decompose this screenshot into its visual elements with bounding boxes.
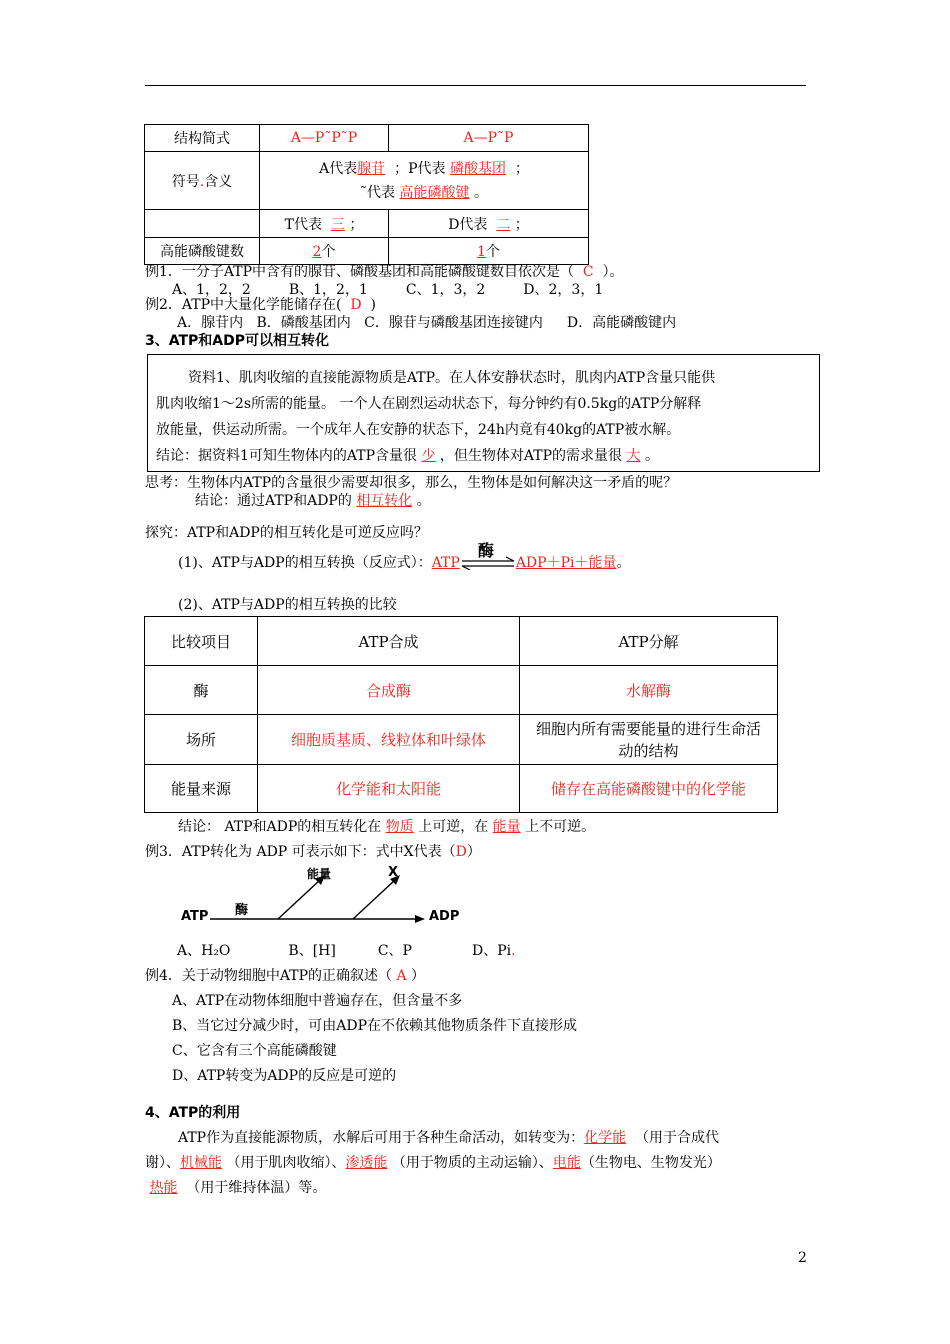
reversible-arrow: 酶 xyxy=(460,554,516,572)
reaction-diagram xyxy=(175,862,475,934)
diagram-atp-label: ATP xyxy=(181,909,209,924)
example-1-options: A、1，2，2 B、1，2，1 C、1，3，2 D、2，3，1 xyxy=(172,282,604,298)
example-1-question: 例1．一分子ATP中含有的腺苷、磷酸基团和高能磷酸键数目依次是（ C ）。 xyxy=(145,264,624,280)
example-4-option-b: B、当它过分减少时，可由ADP在不依赖其他物质条件下直接形成 xyxy=(172,1018,578,1034)
comparison-table: 比较项目 ATP合成 ATP分解 酶 合成酶 水解酶 场所 细胞质基质、线粒体和叶绿体 细胞内所有需要能量的进行生命活 动的结构 能量来源 化学能和太阳能 储存在高能磷酸键中的化学能 xyxy=(144,616,778,813)
example-4-option-d: D、ATP转变为ADP的反应是可逆的 xyxy=(172,1068,397,1084)
example-4-option-a: A、ATP在动物体细胞中普遍存在，但含量不多 xyxy=(172,993,463,1009)
example-4-option-c: C、它含有三个高能磷酸键 xyxy=(172,1043,337,1059)
answer-blank: 机械能 xyxy=(180,1155,222,1171)
answer-blank: 磷酸基团 xyxy=(450,160,506,177)
row-label: 结构简式 xyxy=(145,125,260,152)
answer-blank: 腺苷 xyxy=(357,160,386,177)
adp-formula: A—P˜P xyxy=(389,125,589,152)
answer-blank: 三 xyxy=(330,216,345,233)
section-3-title: 3、ATP和ADP可以相互转化 xyxy=(145,333,330,349)
row-label: 符号.含义 xyxy=(145,152,260,210)
adp-bond-count: 1个 xyxy=(389,238,589,265)
example-4-question: 例4．关于动物细胞中ATP的正确叙述（ A ） xyxy=(145,968,426,984)
answer-blank: 高能磷酸键 xyxy=(399,184,470,201)
answer-blank: 少 xyxy=(421,448,436,464)
example-3-options: A、H₂O B、[H] C、P D、Pi. xyxy=(177,943,516,959)
answer-blank: 电能 xyxy=(552,1155,581,1171)
row-label: 高能磷酸键数 xyxy=(145,238,260,265)
header-rule xyxy=(145,85,806,86)
answer-blank: 能量 xyxy=(492,819,521,835)
comparison-conclusion: 结论： ATP和ADP的相互转化在 物质 上可逆，在 能量 上不可逆。 xyxy=(178,819,596,835)
diagram-energy-label: 能量 xyxy=(307,867,332,881)
atp-bond-count: 2个 xyxy=(260,238,389,265)
answer-blank: 大 xyxy=(626,448,641,464)
answer-blank: 渗透能 xyxy=(345,1155,388,1171)
reaction-equation: (1)、ATP与ADP的相互转换（反应式）：ATP 酶 ADP＋Pi＋能量。 xyxy=(178,541,631,571)
diagram-enzyme-label: 酶 xyxy=(235,903,249,918)
atp-structure-table xyxy=(144,124,589,265)
section-4-line-1: ATP作为直接能源物质，水解后可用于各种生命活动，如转变为：化学能 （用于合成代 xyxy=(178,1130,720,1146)
answer-blank: 物质 xyxy=(385,819,414,835)
material-conclusion: 结论：据资料1可知生物体内的ATP含量很 少 ，但生物体对ATP的需求量很 大 。 xyxy=(156,448,659,464)
section-4-title: 4、ATP的利用 xyxy=(145,1105,241,1121)
explore-title: 探究：ATP和ADP的相互转化是可逆反应吗？ xyxy=(145,525,428,541)
diagram-x-label: X xyxy=(388,865,399,880)
page-number: 2 xyxy=(798,1250,807,1266)
d-meaning: D代表 二 ； xyxy=(389,210,589,238)
answer-blank: 热能 xyxy=(149,1180,178,1196)
example-2-question: 例2．ATP中大量化学能储存在( D ) xyxy=(145,297,376,313)
example-3-question: 例3．ATP转化为 ADP 可表示如下：式中X代表（D） xyxy=(145,844,481,860)
t-meaning: T代表 三 ； xyxy=(260,210,389,238)
answer-blank: 化学能 xyxy=(584,1130,627,1146)
answer-blank: 二 xyxy=(496,216,511,233)
symbol-meaning-cell: A代表腺苷 ；P代表 磷酸基团 ； ˜代表 高能磷酸键 。 xyxy=(260,152,589,210)
section-4-line-3: 热能 （用于维持体温）等。 xyxy=(149,1180,327,1196)
think-conclusion: 结论：通过ATP和ADP的 相互转化 。 xyxy=(195,493,431,509)
diagram-adp-label: ADP xyxy=(429,909,460,924)
comparison-title: (2)、ATP与ADP的相互转换的比较 xyxy=(178,597,397,613)
example-2-options: A．腺苷内 B．磷酸基团内 C．腺苷与磷酸基团连接键内 D．高能磷酸键内 xyxy=(177,315,677,331)
think-question: 思考：生物体内ATP的含量很少需要却很多，那么，生物体是如何解决这一矛盾的呢？ xyxy=(145,475,678,491)
atp-formula: A—P˜P˜P xyxy=(260,125,389,152)
answer-blank: 相互转化 xyxy=(356,493,413,509)
section-4-line-2: 谢）、机械能 （用于肌肉收缩）、渗透能 （用于物质的主动运输）、电能（生物电、生物发光） xyxy=(145,1155,721,1171)
material-box: 资料1、肌肉收缩的直接能源物质是ATP。在人体安静状态时，肌肉内ATP含量只能供 肌肉收缩1～2s所需的能量。 一个人在剧烈运动状态下，每分钟约有0.5kg的ATP分解释 放能量，供运动所需。一个成年人在安静的状态下，24h内竟有40kg的ATP被水解。 结论：据资料1可知生物体内的ATP含量很 少 ，但生物体对ATP的需求量很 大 。 xyxy=(147,354,820,472)
